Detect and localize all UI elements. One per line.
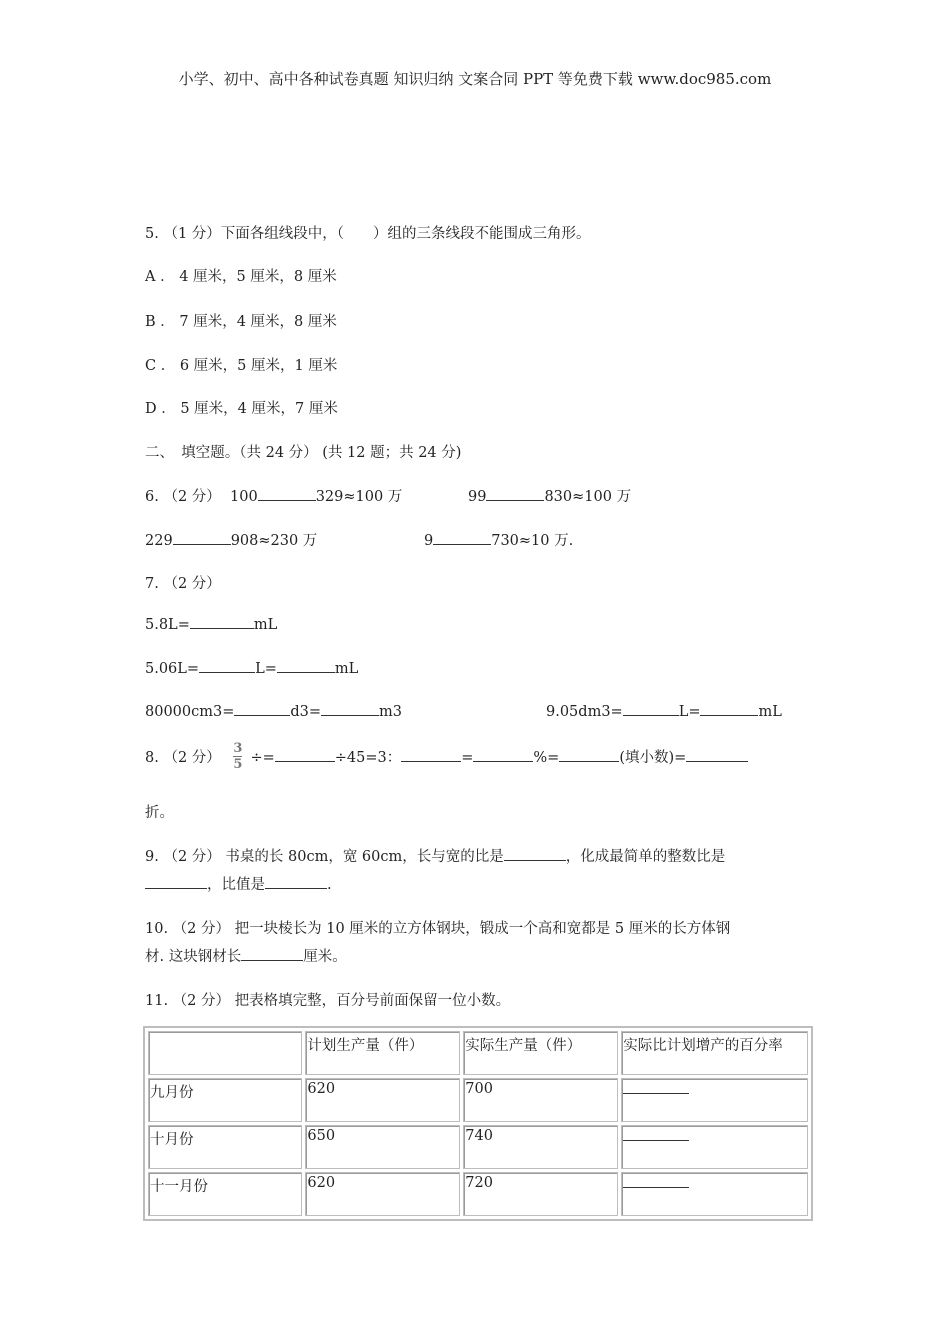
question-6-c-suffix: 908≈230 万 <box>230 533 318 549</box>
answer-blank[interactable] <box>258 500 316 501</box>
unit-text: m3 <box>379 704 403 720</box>
answer-blank[interactable] <box>559 761 619 762</box>
answer-blank[interactable] <box>401 761 461 762</box>
question-6-c-prefix: 229 <box>145 533 173 549</box>
table-cell-month: 九月份 <box>148 1078 302 1122</box>
question-6-row-2b <box>424 529 573 550</box>
question-8-line-2: 折。 <box>145 805 174 821</box>
table-header-cell <box>148 1031 302 1075</box>
table-cell-answer <box>621 1172 808 1216</box>
table-cell-actual: 720 <box>463 1172 618 1216</box>
question-6-d-suffix: 730≈10 万. <box>491 533 574 549</box>
question-6-row-1b <box>468 485 631 506</box>
question-5-option-b: B ． 7 厘米，4 厘米，8 厘米 <box>145 314 337 330</box>
question-8-line-1 <box>145 742 748 771</box>
answer-blank[interactable] <box>275 761 335 762</box>
page-header: 小学、初中、高中各种试卷真题 知识归纳 文案合同 PPT 等免费下载 www.doc985.com <box>178 70 772 88</box>
question-9-text: 9. （2 分） 书桌的长 80cm，宽 60cm，长与宽的比是 <box>145 849 504 865</box>
question-5-option-c: C ． 6 厘米，5 厘米，1 厘米 <box>145 358 338 374</box>
answer-blank[interactable] <box>504 860 566 861</box>
question-5-option-a: A ． 4 厘米，5 厘米，8 厘米 <box>145 269 337 285</box>
math-text: %= <box>533 750 560 766</box>
question-6-b-suffix: 830≈100 万 <box>544 489 632 505</box>
table-cell-plan: 650 <box>305 1125 460 1169</box>
answer-blank[interactable] <box>473 761 533 762</box>
question-10-line-1: 10. （2 分） 把一块棱长为 10 厘米的立方体钢块，锻成一个高和宽都是 5 厘米的长方体钢 <box>145 921 731 937</box>
math-text: ÷45=3： <box>334 750 402 766</box>
fraction-denominator: 5 <box>233 757 243 772</box>
table-header-row <box>148 1031 808 1075</box>
production-table <box>143 1026 813 1221</box>
question-10-text: 材. 这块钢材长 <box>145 949 242 965</box>
question-8-label: 8. （2 分） <box>145 750 221 766</box>
table-row <box>148 1078 808 1122</box>
table-cell-answer <box>621 1078 808 1122</box>
question-7-line-3 <box>145 704 402 720</box>
math-text: = <box>461 750 474 766</box>
table-cell-month: 十一月份 <box>148 1172 302 1216</box>
answer-blank[interactable] <box>623 1093 689 1094</box>
question-7-label: 7. （2 分） <box>145 576 221 592</box>
question-7-line-1 <box>145 617 277 633</box>
answer-blank[interactable] <box>265 888 327 889</box>
unit-text: 9.05dm3= <box>546 704 623 720</box>
unit-text: d3= <box>290 704 322 720</box>
table-cell-plan: 620 <box>305 1078 460 1122</box>
answer-blank[interactable] <box>321 715 379 716</box>
table-cell-answer <box>621 1125 808 1169</box>
answer-blank[interactable] <box>277 672 335 673</box>
question-7-line-2 <box>145 661 358 677</box>
answer-blank[interactable] <box>623 1140 689 1141</box>
unit-text: 5.8L= <box>145 617 190 633</box>
unit-text: mL <box>334 661 359 677</box>
table-header-cell: 实际生产量（件） <box>463 1031 618 1075</box>
answer-blank[interactable] <box>623 1187 689 1188</box>
question-6-row-1 <box>145 485 402 506</box>
table-cell-actual: 740 <box>463 1125 618 1169</box>
question-10-text: 厘米。 <box>303 949 347 965</box>
unit-text: 80000cm3= <box>145 704 235 720</box>
question-9-text: . <box>327 877 332 893</box>
table-row <box>148 1172 808 1216</box>
question-5-option-d: D ． 5 厘米，4 厘米，7 厘米 <box>145 401 338 417</box>
question-10-line-2 <box>145 945 347 966</box>
question-6-d-prefix: 9 <box>424 533 434 549</box>
answer-blank[interactable] <box>700 715 758 716</box>
table-cell-actual: 700 <box>463 1078 618 1122</box>
unit-text: mL <box>253 617 278 633</box>
unit-text: L= <box>255 661 277 677</box>
question-7-line-4 <box>546 704 782 720</box>
unit-text: 5.06L= <box>145 661 200 677</box>
question-9-line-1 <box>145 845 725 866</box>
question-6-a-suffix: 329≈100 万 <box>315 489 403 505</box>
question-9-text: ，化成最简单的整数比是 <box>565 849 726 865</box>
fraction-three-fifths <box>233 742 242 771</box>
unit-text: mL <box>758 704 782 720</box>
section-2-heading: 二、 填空题。（共 24 分） (共 12 题；共 24 分) <box>145 445 462 461</box>
question-11-stem: 11. （2 分） 把表格填完整，百分号前面保留一位小数。 <box>145 993 511 1009</box>
question-6-label: 6. （2 分） <box>145 489 221 505</box>
fraction-numerator: 3 <box>233 741 243 756</box>
answer-blank[interactable] <box>173 544 231 545</box>
question-6-b-prefix: 99 <box>468 489 487 505</box>
table-row <box>148 1125 808 1169</box>
answer-blank[interactable] <box>433 544 491 545</box>
answer-blank[interactable] <box>190 628 254 629</box>
math-text: (填小数)= <box>619 750 687 766</box>
question-5-stem: 5. （1 分）下面各组线段中，（ ）组的三条线段不能围成三角形。 <box>145 226 591 242</box>
table-cell-plan: 620 <box>305 1172 460 1216</box>
question-6-a-prefix: 100 <box>230 489 258 505</box>
question-9-line-2 <box>145 873 332 894</box>
unit-text: L= <box>678 704 701 720</box>
question-6-row-2 <box>145 529 317 550</box>
table-cell-month: 十月份 <box>148 1125 302 1169</box>
table-header-cell: 实际比计划增产的百分率 <box>621 1031 808 1075</box>
math-text: ÷= <box>250 750 275 766</box>
answer-blank[interactable] <box>145 888 207 889</box>
answer-blank[interactable] <box>199 672 255 673</box>
table-header-cell: 计划生产量（件） <box>305 1031 460 1075</box>
answer-blank[interactable] <box>241 960 303 961</box>
answer-blank[interactable] <box>486 500 544 501</box>
question-9-text: ，比值是 <box>207 877 265 893</box>
answer-blank[interactable] <box>686 761 748 762</box>
answer-blank[interactable] <box>234 715 290 716</box>
answer-blank[interactable] <box>623 715 679 716</box>
